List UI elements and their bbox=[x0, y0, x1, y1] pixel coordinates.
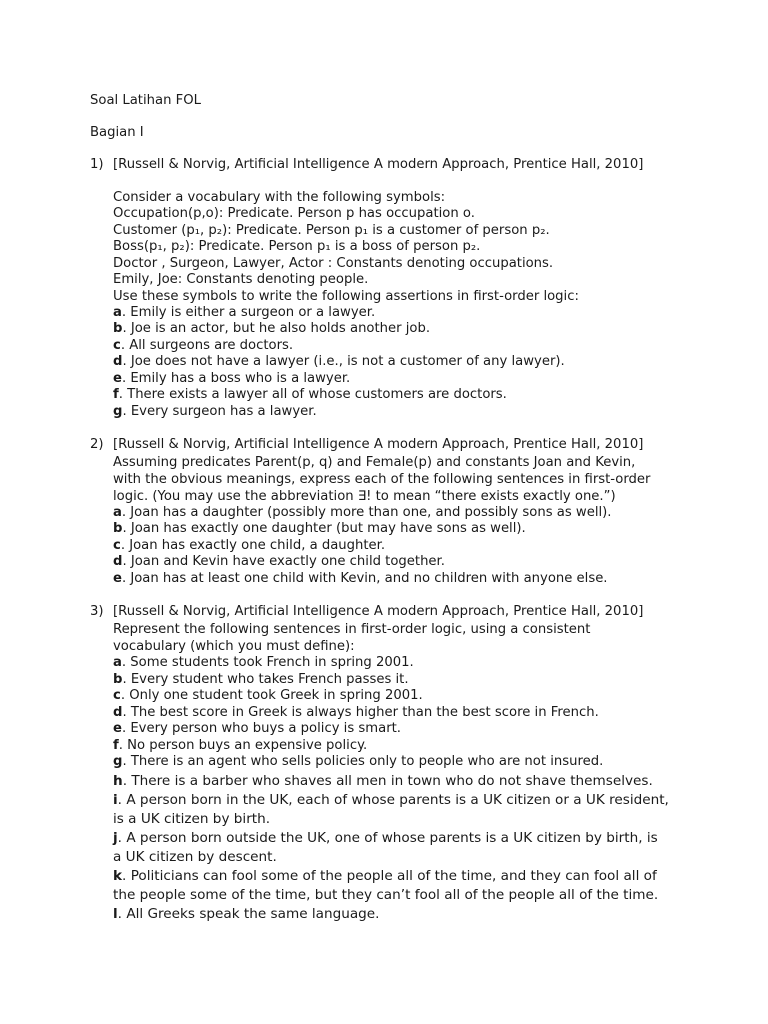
item-text: . No person buys an expensive policy. bbox=[118, 738, 368, 753]
q2-intro-line: Assuming predicates Parent(p, q) and Female(p) and constants Joan and Kevin, bbox=[113, 455, 636, 470]
q1-intro-line: Boss(p₁, p₂): Predicate. Person p₁ is a boss of person p₂. bbox=[113, 239, 481, 254]
question-3-reference: [Russell & Norvig, Artificial Intelligence A modern Approach, Prentice Hall, 2010] bbox=[113, 604, 644, 619]
item-letter: b bbox=[113, 672, 123, 687]
item-letter: f bbox=[113, 387, 119, 402]
item-text: . Joan has a daughter (possibly more than one, and possibly sons as well). bbox=[121, 505, 612, 520]
item-letter: d bbox=[113, 554, 123, 569]
q3-item bbox=[113, 705, 599, 721]
q2-intro-line: logic. (You may use the abbreviation ∃! to mean “there exists exactly one.”) bbox=[113, 489, 616, 504]
q1-intro-line: Occupation(p,o): Predicate. Person p has occupation o. bbox=[113, 206, 475, 221]
q3-item bbox=[113, 906, 380, 922]
q1-item bbox=[113, 338, 293, 354]
q1-intro-line: Use these symbols to write the following assertions in first-order logic: bbox=[113, 289, 579, 304]
q1-item bbox=[113, 321, 430, 337]
item-text: . Joe is an actor, but he also holds another job. bbox=[122, 321, 431, 336]
q1-item bbox=[113, 387, 507, 403]
item-letter: a bbox=[113, 305, 122, 320]
q3-item bbox=[113, 721, 401, 737]
item-letter: h bbox=[113, 773, 123, 789]
item-text: . Joan has exactly one daughter (but may have sons as well). bbox=[122, 521, 526, 536]
q1-intro-line: Customer (p₁, p₂): Predicate. Person p₁ is a customer of person p₂. bbox=[113, 223, 550, 238]
item-letter: j bbox=[113, 830, 118, 846]
item-text: . The best score in Greek is always higher than the best score in French. bbox=[122, 705, 599, 720]
item-text: . There is a barber who shaves all men in town who do not shave themselves. bbox=[122, 773, 653, 789]
item-letter: d bbox=[113, 705, 123, 720]
item-text: . Emily has a boss who is a lawyer. bbox=[121, 371, 351, 386]
q3-item-continuation: is a UK citizen by birth. bbox=[113, 811, 271, 827]
item-letter: e bbox=[113, 721, 122, 736]
q2-item bbox=[113, 571, 608, 587]
item-letter: d bbox=[113, 354, 123, 369]
q3-item bbox=[113, 754, 603, 770]
item-text: . Some students took French in spring 2001. bbox=[121, 655, 414, 670]
item-text: . All Greeks speak the same language. bbox=[117, 906, 380, 922]
q1-item bbox=[113, 404, 317, 420]
item-text: . Joe does not have a lawyer (i.e., is not a customer of any lawyer). bbox=[122, 354, 565, 369]
item-letter: b bbox=[113, 321, 123, 336]
item-text: . A person born outside the UK, one of whose parents is a UK citizen by birth, is bbox=[117, 830, 658, 846]
item-letter: a bbox=[113, 505, 122, 520]
item-text: . All surgeons are doctors. bbox=[120, 338, 294, 353]
item-letter: c bbox=[113, 538, 121, 553]
q1-item bbox=[113, 371, 350, 387]
q3-intro-line: Represent the following sentences in first-order logic, using a consistent bbox=[113, 622, 591, 637]
q3-item-continuation: a UK citizen by descent. bbox=[113, 849, 277, 865]
q1-intro-line: Consider a vocabulary with the following symbols: bbox=[113, 190, 446, 205]
item-text: . Every student who takes French passes it. bbox=[122, 672, 409, 687]
q3-item bbox=[113, 672, 409, 688]
item-text: . Joan and Kevin have exactly one child together. bbox=[122, 554, 445, 569]
question-3-number: 3) bbox=[90, 604, 104, 619]
q2-item bbox=[113, 554, 445, 570]
q1-intro-line: Emily, Joe: Constants denoting people. bbox=[113, 272, 369, 287]
item-text: . Politicians can fool some of the people all of the time, and they can fool all of bbox=[122, 868, 657, 884]
q3-item bbox=[113, 773, 653, 789]
q2-item bbox=[113, 538, 385, 554]
q3-item bbox=[113, 792, 669, 808]
question-2-reference: [Russell & Norvig, Artificial Intelligence A modern Approach, Prentice Hall, 2010] bbox=[113, 437, 644, 452]
q1-item bbox=[113, 354, 565, 370]
item-letter: i bbox=[113, 792, 118, 808]
item-letter: c bbox=[113, 338, 121, 353]
question-1-number: 1) bbox=[90, 157, 104, 172]
document-title: Soal Latihan FOL bbox=[90, 93, 201, 108]
item-text: . Every person who buys a policy is smart. bbox=[121, 721, 401, 736]
item-letter: c bbox=[113, 688, 121, 703]
q2-item bbox=[113, 505, 612, 521]
q3-item bbox=[113, 655, 414, 671]
item-text: . Joan has at least one child with Kevin, and no children with anyone else. bbox=[121, 571, 608, 586]
item-text: . Emily is either a surgeon or a lawyer. bbox=[121, 305, 376, 320]
q3-item-continuation: the people some of the time, but they can’t fool all of the people all of the time. bbox=[113, 887, 659, 903]
q3-item bbox=[113, 688, 423, 704]
q2-item bbox=[113, 521, 526, 537]
item-letter: g bbox=[113, 754, 123, 769]
item-letter: k bbox=[113, 868, 123, 884]
item-text: . A person born in the UK, each of whose parents is a UK citizen or a UK resident, bbox=[117, 792, 669, 808]
q3-item bbox=[113, 868, 657, 884]
q3-item bbox=[113, 738, 367, 754]
item-letter: e bbox=[113, 371, 122, 386]
q2-intro-line: with the obvious meanings, express each of the following sentences in first-order bbox=[113, 472, 651, 487]
q1-item bbox=[113, 305, 375, 321]
item-letter: f bbox=[113, 738, 119, 753]
section-heading: Bagian I bbox=[90, 125, 144, 140]
question-2-number: 2) bbox=[90, 437, 104, 452]
q3-intro-line: vocabulary (which you must define): bbox=[113, 639, 355, 654]
q3-item bbox=[113, 830, 658, 846]
item-letter: g bbox=[113, 404, 123, 419]
item-letter: a bbox=[113, 655, 122, 670]
item-text: . There exists a lawyer all of whose customers are doctors. bbox=[118, 387, 507, 402]
item-letter: e bbox=[113, 571, 122, 586]
q1-intro-line: Doctor , Surgeon, Lawyer, Actor : Constants denoting occupations. bbox=[113, 256, 554, 271]
question-1-reference: [Russell & Norvig, Artificial Intelligence A modern Approach, Prentice Hall, 2010] bbox=[113, 157, 644, 172]
item-text: . Every surgeon has a lawyer. bbox=[122, 404, 317, 419]
item-letter: l bbox=[113, 906, 118, 922]
item-text: . There is an agent who sells policies only to people who are not insured. bbox=[122, 754, 604, 769]
item-letter: b bbox=[113, 521, 123, 536]
item-text: . Only one student took Greek in spring 2001. bbox=[120, 688, 423, 703]
item-text: . Joan has exactly one child, a daughter. bbox=[120, 538, 386, 553]
